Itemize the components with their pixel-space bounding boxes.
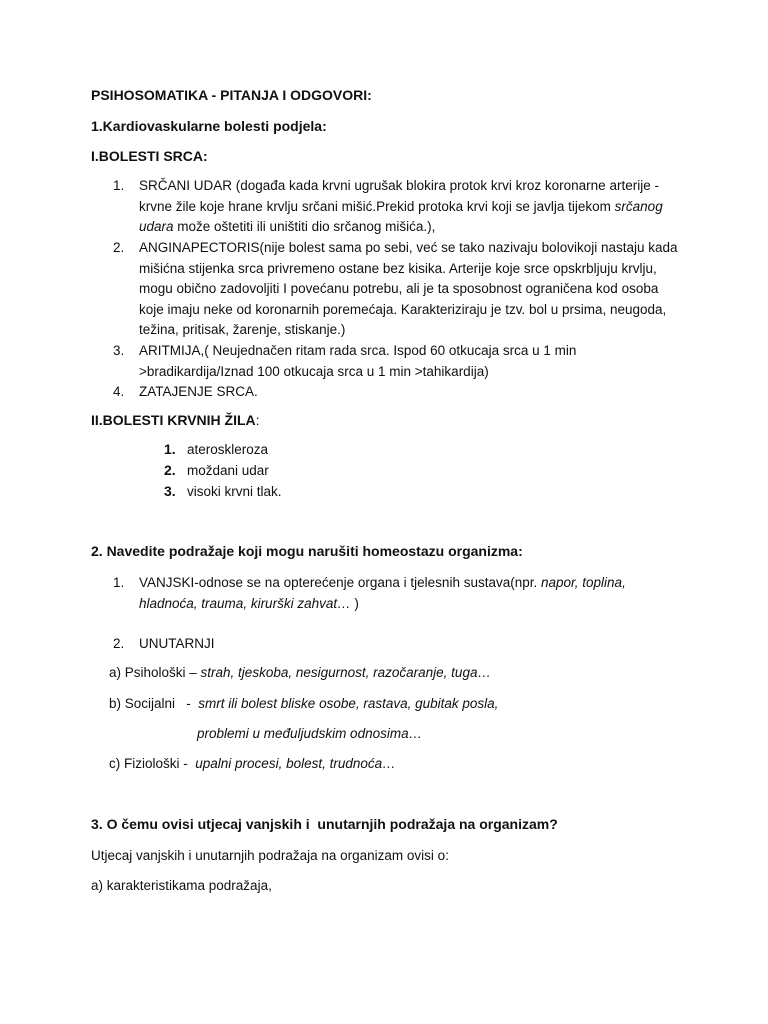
sub-item-label: a) Psihološki – [109, 665, 201, 680]
list-item-atherosclerosis: ateroskleroza [187, 442, 269, 457]
list-number: 3. [164, 483, 176, 499]
item-text: ) [350, 595, 359, 611]
list-item-heart-attack [139, 176, 679, 238]
sub-item-social-continued [197, 726, 422, 741]
sub-item-emphasis: smrt ili bolest bliske osobe, rastava, gubitak posla, [198, 696, 499, 711]
list-item-arrhythmia: ARITMIJA,( Neujednačen ritam rada srca. Ispod 60 otkucaja srca u 1 min >bradikardija/Iznad 100 otkucaja srca u 1 min >tahikardija) [139, 343, 577, 379]
question-3-answer-a: a) karakteristikama podražaja, [91, 878, 272, 893]
item-text: može oštetiti ili uništiti dio srčanog mišića.), [173, 219, 436, 234]
document-title: PSIHOSOMATIKA - PITANJA I ODGOVORI: [91, 87, 372, 103]
list-item-angina: ANGINAPECTORIS(nije bolest sama po sebi, već se tako nazivaju bolovikoji nastaju kada mišićna stijenka srca privremeno ostane bez kisika. Arterije koje srce opskrbljuju krvlju, mogu obično zadovoljiti I povećanu potrebu, ali je ta sposobnost ograničena kod osoba koje imaju neke od koronarnih poremećaja. Karakteriziraju je tzv. bol u prsima, neugoda, težina, pritisak, žarenje, stiskanje.) [139, 240, 678, 337]
list-number: 1. [113, 178, 125, 193]
question-3-heading: 3. O čemu ovisi utjecaj vanjskih i unutarnjih podražaja na organizam? [91, 816, 558, 832]
question-1-heading: 1.Kardiovaskularne bolesti podjela: [91, 118, 327, 134]
sub-item-label: b) Socijalni - [109, 696, 199, 711]
list-item-stroke: moždani udar [187, 463, 269, 478]
sub-item-emphasis: problemi u međuljudskim odnosima… [197, 726, 423, 741]
list-item-heart-failure: ZATAJENJE SRCA. [139, 384, 258, 399]
list-number: 3. [113, 343, 125, 358]
sub-item-physiological [109, 756, 396, 771]
list-number: 2. [113, 636, 125, 651]
list-item-hypertension: visoki krvni tlak. [187, 484, 282, 499]
item-emphasis: srčanog udara [139, 198, 663, 234]
sub-item-social [109, 696, 498, 711]
sub-item-emphasis: strah, tjeskoba, nesigurnost, razočaranje, tuga… [200, 665, 491, 680]
heading-text: II.BOLESTI KRVNIH ŽILA [91, 412, 256, 428]
item-emphasis: napor, toplina, hladnoća, trauma, kirurški zahvat… [139, 575, 626, 611]
list-number: 1. [164, 441, 176, 457]
list-number: 1. [113, 575, 125, 590]
question-3-intro: Utjecaj vanjskih i unutarnjih podražaja na organizam ovisi o: [91, 848, 449, 863]
sub-item-emphasis: upalni procesi, bolest, trudnoća… [195, 756, 396, 771]
list-item-internal: UNUTARNJI [139, 636, 215, 651]
question-2-heading: 2. Navedite podražaje koji mogu narušiti homeostazu organizma: [91, 543, 523, 559]
list-number: 4. [113, 384, 125, 399]
list-number: 2. [113, 240, 125, 255]
sub-item-label: c) Fiziološki - [109, 756, 196, 771]
heading-colon: : [255, 412, 260, 428]
sub-item-psychological [109, 665, 491, 680]
item-text: SRČANI UDAR (događa kada krvni ugrušak blokira protok krvi kroz koronarne arterije - krvne žile koje hrane krvlju srčani mišić.Prekid protoka krvi koji se javlja tijekom [139, 178, 659, 214]
list-item-external [139, 573, 679, 614]
list-number: 2. [164, 462, 176, 478]
section-vessel-diseases-heading [91, 412, 260, 428]
section-heart-diseases-heading: I.BOLESTI SRCA: [91, 148, 208, 164]
item-text: VANJSKI-odnose se na opterećenje organa i tjelesnih sustava(npr. [139, 575, 541, 590]
